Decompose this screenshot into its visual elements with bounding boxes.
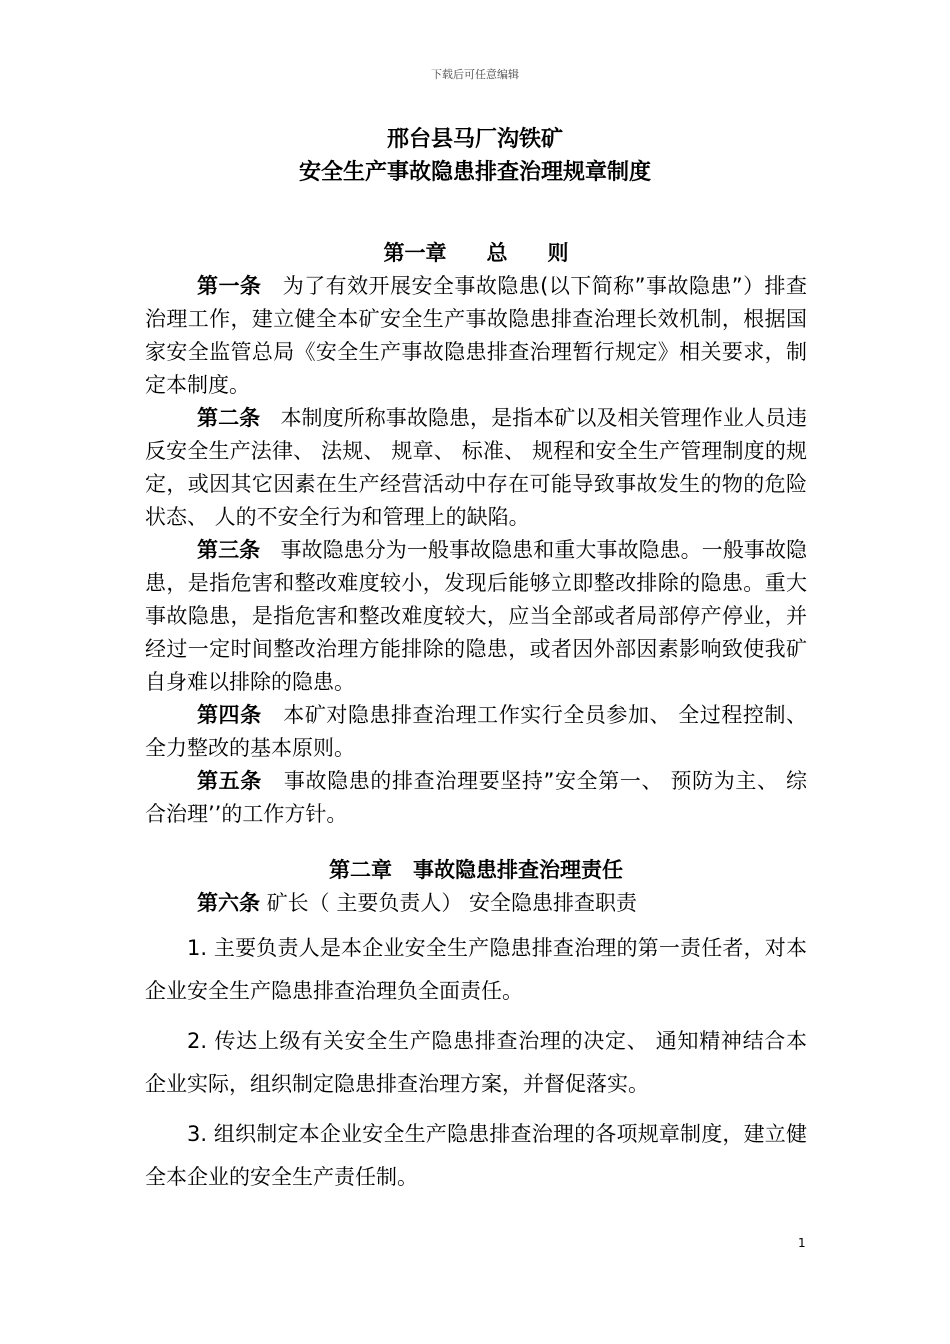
article-4-text: 本矿对隐患排查治理工作实行全员参加、 全过程控制、 全力整改的基本原则。 — [145, 703, 807, 760]
list-item — [145, 1113, 807, 1199]
chapter1-name-part2: 则 — [547, 241, 569, 265]
doc-title-line2: 安全生产事故隐患排查治理规章制度 — [298, 160, 651, 185]
list-item-number: 2. — [187, 1029, 208, 1053]
list-item-text: 主要负责人是本企业安全生产隐患排查治理的第一责任者，对本企业安全生产隐患排查治理负全面责任。 — [145, 936, 807, 1003]
doc-title-line1: 邢台县马厂沟铁矿 — [386, 127, 563, 152]
article-5-label: 第五条 — [197, 769, 262, 793]
list-item-text: 组织制定本企业安全生产隐患排查治理的各项规章制度，建立健全本企业的安全生产责任制。 — [145, 1122, 807, 1189]
list-item-number: 1. — [187, 936, 208, 960]
article-3-text: 事故隐患分为一般事故隐患和重大事故隐患。一般事故隐患，是指危害和整改难度较小，发现后能够立即整改排除的隐患。重大事故隐患，是指危害和整改难度较大，应当全部或者局部停产停业，并经过一定时间整改治理方能排除的隐患，或者因外部因素影响致使我矿自身难以排除的隐患。 — [145, 538, 808, 694]
list-item — [145, 1020, 807, 1106]
article-4 — [145, 699, 807, 765]
article-6-label: 第六条 — [197, 891, 260, 915]
chapter1-heading — [145, 236, 807, 270]
article-1-text: 为了有效开展安全事故隐患(以下简称”事故隐患”）排查治理工作，建立健全本矿安全生产事故隐患排查治理长效机制，根据国家安全监管总局《安全生产事故隐患排查治理暂行规定》相关要求，制定本制度。 — [145, 274, 808, 397]
chapter1-number: 第一章 — [383, 241, 447, 265]
article-2-label: 第二条 — [197, 406, 261, 430]
article-1 — [145, 270, 807, 402]
article-6-text: 矿长（ 主要负责人） 安全隐患排查职责 — [266, 891, 638, 915]
list-item-number: 3. — [187, 1122, 208, 1146]
article-2-text: 本制度所称事故隐患，是指本矿以及相关管理作业人员违反安全生产法律、 法规、 规章、 标准、 规程和安全生产管理制度的规定，或因其它因素在生产经营活动中存在可能导致事故发生的物的危险状态、 人的不安全行为和管理上的缺陷。 — [145, 406, 808, 529]
page-header-note: 下载后可任意编辑 — [431, 68, 519, 81]
article-5-text: 事故隐患的排查治理要坚持”安全第一、 预防为主、 综合治理’’的工作方针。 — [145, 769, 808, 826]
article-4-label: 第四条 — [197, 703, 262, 727]
list-item — [145, 927, 807, 1013]
page-number: 1 — [798, 1236, 806, 1250]
article-3 — [145, 534, 807, 699]
article-5 — [145, 765, 807, 831]
document-body — [145, 236, 807, 1199]
article-3-label: 第三条 — [197, 538, 261, 562]
chapter2-heading: 第二章 事故隐患排查治理责任 — [329, 858, 623, 882]
list-item-text: 传达上级有关安全生产隐患排查治理的决定、 通知精神结合本企业实际，组织制定隐患排查治理方案，并督促落实。 — [145, 1029, 807, 1096]
article-6 — [145, 887, 807, 919]
article-2 — [145, 402, 807, 534]
article-1-label: 第一条 — [197, 274, 262, 298]
chapter1-name-part1: 总 — [486, 241, 508, 265]
